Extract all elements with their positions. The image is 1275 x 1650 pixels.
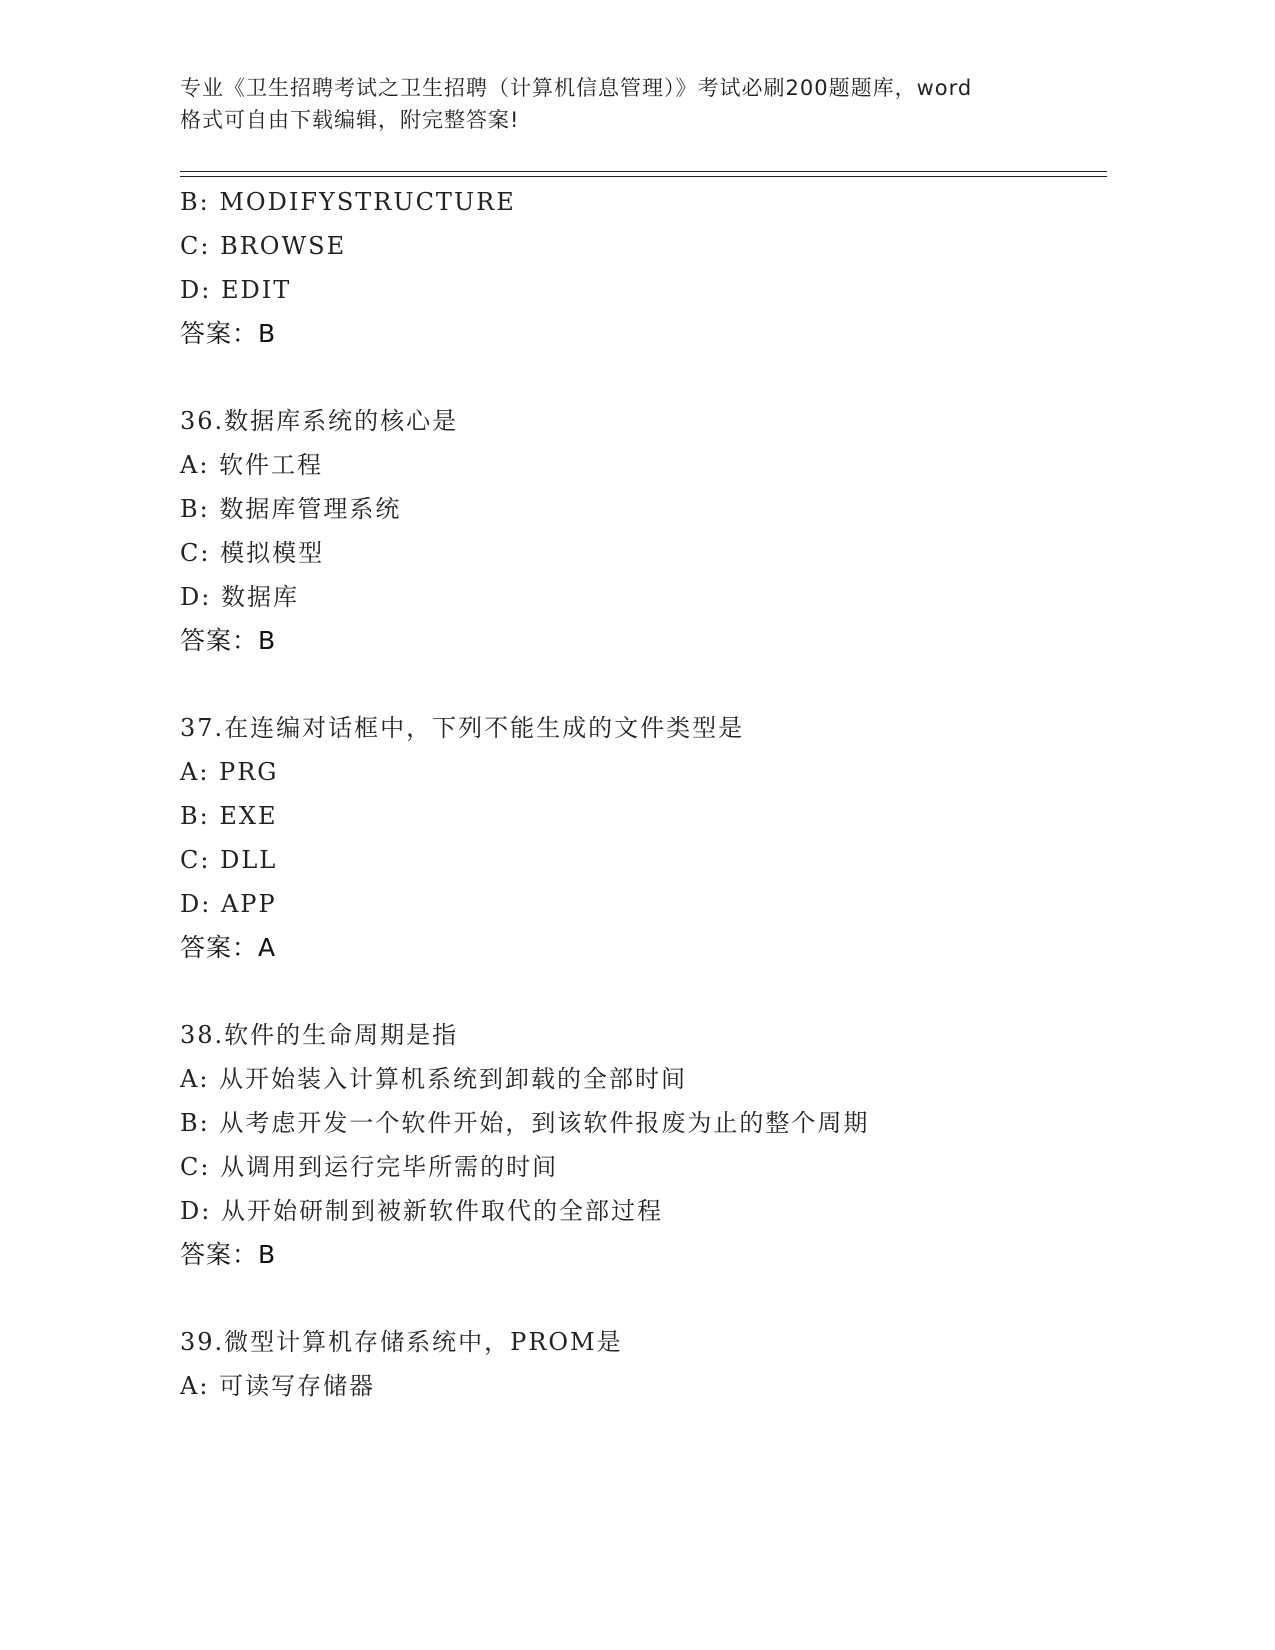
option-b: B: 从考虑开发一个软件开始，到该软件报废为止的整个周期 bbox=[180, 1109, 870, 1137]
question-text: 39.微型计算机存储系统中，PROM是 bbox=[180, 1328, 623, 1356]
question-list bbox=[180, 184, 1110, 1412]
block-spacer bbox=[180, 1281, 1110, 1324]
option-b: B: EXE bbox=[180, 802, 278, 830]
option-c: C: DLL bbox=[180, 846, 278, 874]
option-b: B: MODIFYSTRUCTURE bbox=[180, 188, 516, 216]
option-d: D: 从开始研制到被新软件取代的全部过程 bbox=[180, 1197, 663, 1225]
option-c: C: 模拟模型 bbox=[180, 539, 325, 567]
question-block-35 bbox=[180, 184, 1110, 360]
question-block-37 bbox=[180, 710, 1110, 974]
answer-line: 答案：B bbox=[180, 319, 277, 348]
option-a: A: 从开始装入计算机系统到卸载的全部时间 bbox=[180, 1065, 688, 1093]
option-a: A: 可读写存储器 bbox=[180, 1372, 376, 1400]
option-d: D: APP bbox=[180, 890, 277, 918]
answer-line: 答案：A bbox=[180, 933, 277, 962]
header-line-1: 专业《卫生招聘考试之卫生招聘（计算机信息管理）》考试必刷200题题库，word bbox=[180, 76, 973, 100]
question-text: 36.数据库系统的核心是 bbox=[180, 407, 459, 435]
question-text: 37.在连编对话框中，下列不能生成的文件类型是 bbox=[180, 714, 745, 742]
header-line-2: 格式可自由下载编辑，附完整答案! bbox=[180, 108, 520, 132]
document-header bbox=[180, 72, 1080, 136]
header-divider-bottom bbox=[180, 176, 1107, 177]
option-b: B: 数据库管理系统 bbox=[180, 495, 402, 523]
block-spacer bbox=[180, 667, 1110, 710]
block-spacer bbox=[180, 974, 1110, 1017]
question-block-36 bbox=[180, 403, 1110, 667]
option-d: D: 数据库 bbox=[180, 583, 299, 611]
header-divider-top bbox=[180, 171, 1107, 172]
option-d: D: EDIT bbox=[180, 276, 292, 304]
answer-line: 答案：B bbox=[180, 626, 277, 655]
question-block-38 bbox=[180, 1017, 1110, 1281]
option-a: A: PRG bbox=[180, 758, 279, 786]
question-block-39 bbox=[180, 1324, 1110, 1412]
answer-line: 答案：B bbox=[180, 1240, 277, 1269]
block-spacer bbox=[180, 360, 1110, 403]
option-c: C: 从调用到运行完毕所需的时间 bbox=[180, 1153, 559, 1181]
question-text: 38.软件的生命周期是指 bbox=[180, 1021, 459, 1049]
option-a: A: 软件工程 bbox=[180, 451, 324, 479]
option-c: C: BROWSE bbox=[180, 232, 347, 260]
